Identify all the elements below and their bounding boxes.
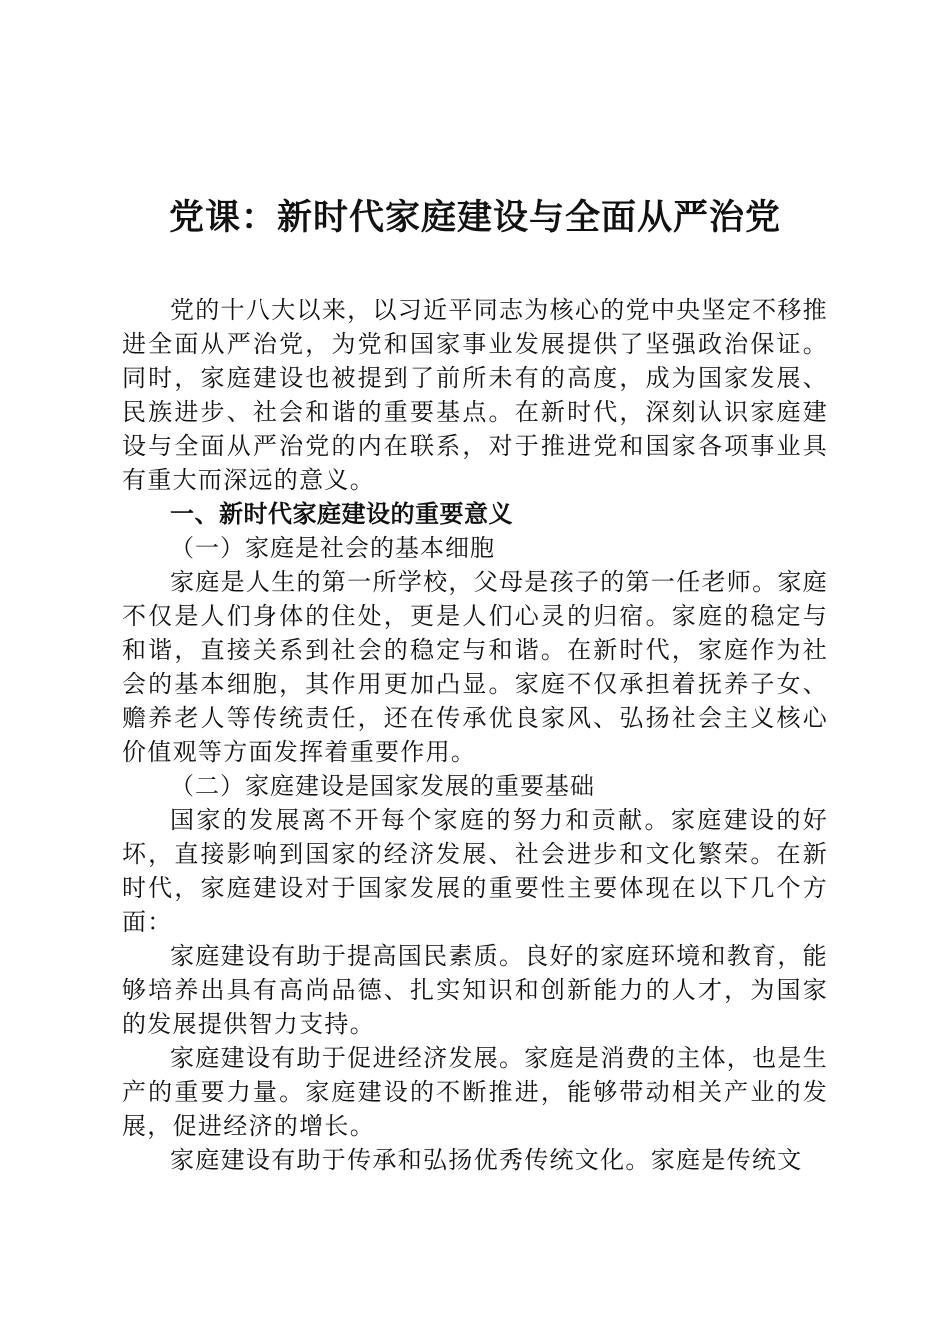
body-paragraph: 家庭是人生的第一所学校，父母是孩子的第一任老师。家庭不仅是人们身体的住处，更是人们心灵的归宿。家庭的稳定与和谐，直接关系到社会的稳定与和谐。在新时代，家庭作为社会的基本细胞，其作用更加凸显。家庭不仅承担着抚养子女、赡养老人等传统责任，还在传承优良家风、弘扬社会主义核心价值观等方面发挥着重要作用。 (122, 568, 828, 766)
body-paragraph: 国家的发展离不开每个家庭的努力和贡献。家庭建设的好坏，直接影响到国家的经济发展、社会进步和文化繁荣。在新时代，家庭建设对于国家发展的重要性主要体现在以下几个方面： (122, 806, 828, 936)
section-heading: 一、新时代家庭建设的重要意义 (170, 500, 513, 528)
body-paragraph: 家庭建设有助于提高国民素质。良好的家庭环境和教育，能够培养出具有高尚品德、扎实知识和创新能力的人才，为国家的发展提供智力支持。 (122, 942, 828, 1038)
document-title: 党课：新时代家庭建设与全面从严治党 (168, 197, 781, 238)
body-paragraph: 家庭建设有助于传承和弘扬优秀传统文化。家庭是传统文 (170, 1146, 803, 1174)
subsection-heading: （二）家庭建设是国家发展的重要基础 (170, 772, 595, 800)
intro-paragraph: 党的十八大以来，以习近平同志为核心的党中央坚定不移推进全面从严治党，为党和国家事业发展提供了坚强政治保证。同时，家庭建设也被提到了前所未有的高度，成为国家发展、民族进步、社会和谐的重要基点。在新时代，深刻认识家庭建设与全面从严治党的内在联系，对于推进党和国家各项事业具有重大而深远的意义。 (122, 296, 828, 494)
body-paragraph: 家庭建设有助于促进经济发展。家庭是消费的主体，也是生产的重要力量。家庭建设的不断推进，能够带动相关产业的发展，促进经济的增长。 (122, 1044, 828, 1140)
subsection-heading: （一）家庭是社会的基本细胞 (170, 534, 495, 562)
document-body (122, 293, 828, 1177)
